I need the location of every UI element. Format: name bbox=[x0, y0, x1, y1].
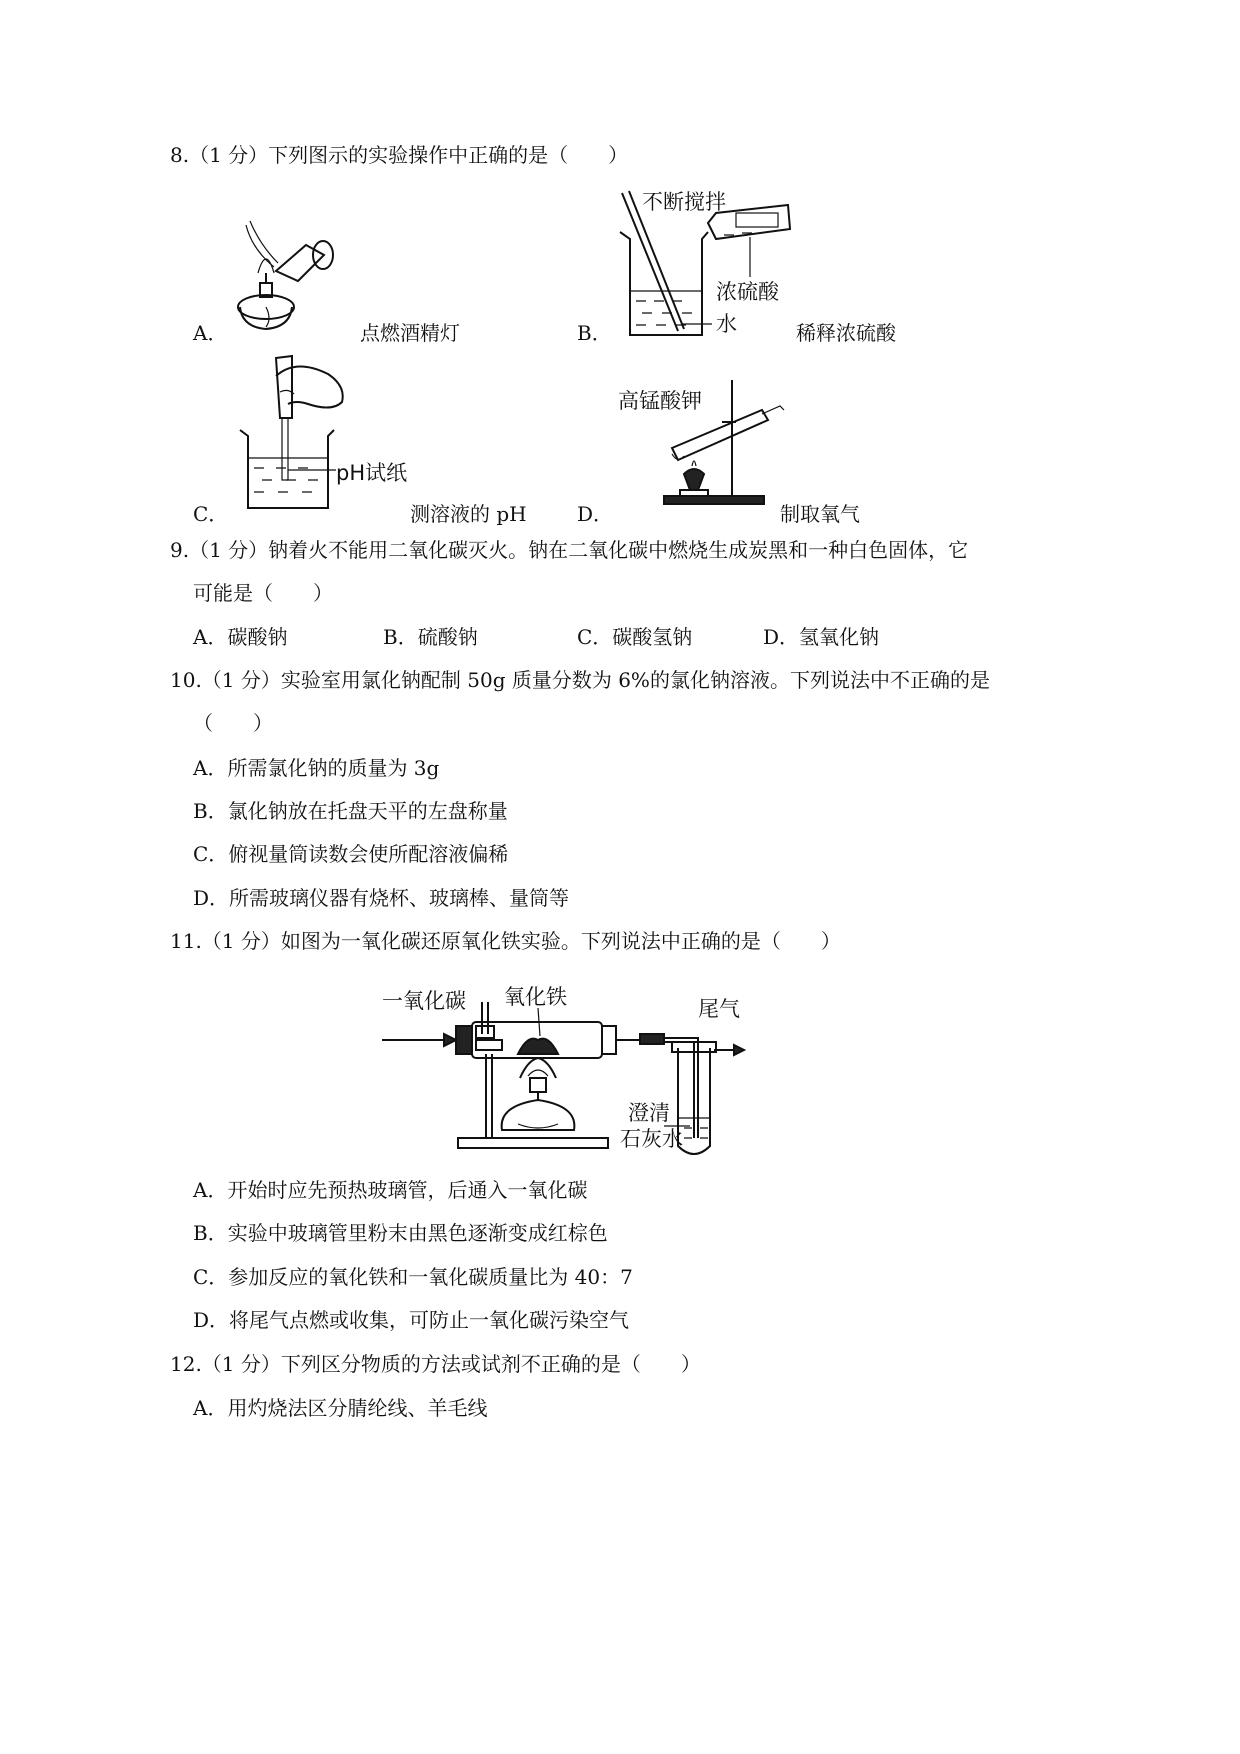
q9-stem-line2: 可能是（ ） bbox=[193, 581, 333, 605]
q9-option-a: A．碳酸钠 bbox=[193, 625, 288, 649]
q8-b-water-label: 水 bbox=[716, 312, 737, 336]
q8-d-reagent-label: 高锰酸钾 bbox=[618, 389, 702, 413]
q8-b-stir-label: 不断搅拌 bbox=[642, 190, 726, 214]
q12-stem: 12.（1 分）下列区分物质的方法或试剂不正确的是（ ） bbox=[170, 1352, 701, 1376]
q8-a-caption: 点燃酒精灯 bbox=[360, 321, 460, 345]
q8-c-figure bbox=[236, 352, 426, 512]
q8-c-caption: 测溶液的 pH bbox=[410, 502, 527, 526]
q8-d-caption: 制取氧气 bbox=[780, 502, 860, 526]
q8-d-figure bbox=[612, 378, 802, 508]
q8-b-caption: 稀释浓硫酸 bbox=[796, 321, 896, 345]
q11-option-b: B．实验中玻璃管里粉末由黑色逐渐变成红棕色 bbox=[193, 1221, 608, 1245]
q10-stem-line2: （ ） bbox=[193, 711, 273, 735]
q11-fe2o3-label: 氧化铁 bbox=[504, 985, 567, 1009]
q8-d-letter: D． bbox=[577, 502, 614, 526]
q9-option-d: D．氢氧化钠 bbox=[763, 625, 880, 649]
q11-apparatus-figure bbox=[378, 978, 758, 1164]
q10-option-a: A．所需氯化钠的质量为 3g bbox=[193, 756, 440, 780]
q8-a-figure bbox=[228, 215, 348, 345]
q9-stem-line1: 9.（1 分）钠着火不能用二氧化碳灭火。钠在二氧化碳中燃烧生成炭黑和一种白色固体，它 bbox=[170, 538, 969, 562]
q11-option-a: A．开始时应先预热玻璃管，后通入一氧化碳 bbox=[193, 1178, 588, 1202]
q11-lime-label-1: 澄清 bbox=[628, 1101, 670, 1125]
q11-option-d: D．将尾气点燃或收集，可防止一氧化碳污染空气 bbox=[193, 1308, 630, 1332]
q8-a-letter: A． bbox=[193, 321, 228, 345]
q10-option-d: D．所需玻璃仪器有烧杯、玻璃棒、量筒等 bbox=[193, 886, 570, 910]
q12-option-a: A．用灼烧法区分腈纶线、羊毛线 bbox=[193, 1396, 488, 1420]
q11-co-label: 一氧化碳 bbox=[382, 989, 466, 1013]
q11-tail-label: 尾气 bbox=[698, 997, 740, 1021]
q11-lime-label-2: 石灰水 bbox=[620, 1127, 683, 1151]
q10-option-b: B．氯化钠放在托盘天平的左盘称量 bbox=[193, 799, 508, 823]
q8-b-figure bbox=[612, 187, 802, 347]
q10-option-c: C．俯视量筒读数会使所配溶液偏稀 bbox=[193, 842, 509, 866]
q9-option-c: C．碳酸氢钠 bbox=[577, 625, 693, 649]
q8-c-paper-label: pH试纸 bbox=[336, 461, 408, 485]
q8-stem: 8.（1 分）下列图示的实验操作中正确的是（ ） bbox=[170, 143, 629, 167]
q8-c-letter: C． bbox=[193, 502, 229, 526]
q10-stem-line1: 10.（1 分）实验室用氯化钠配制 50g 质量分数为 6%的氯化钠溶液。下列说法中不正确的是 bbox=[170, 668, 990, 692]
q11-option-c: C．参加反应的氧化铁和一氧化碳质量比为 40：7 bbox=[193, 1265, 633, 1289]
q11-stem: 11.（1 分）如图为一氧化碳还原氧化铁实验。下列说法中正确的是（ ） bbox=[170, 929, 841, 953]
q9-option-b: B．硫酸钠 bbox=[383, 625, 478, 649]
q8-b-letter: B． bbox=[577, 321, 612, 345]
q8-b-acid-label: 浓硫酸 bbox=[716, 280, 779, 304]
